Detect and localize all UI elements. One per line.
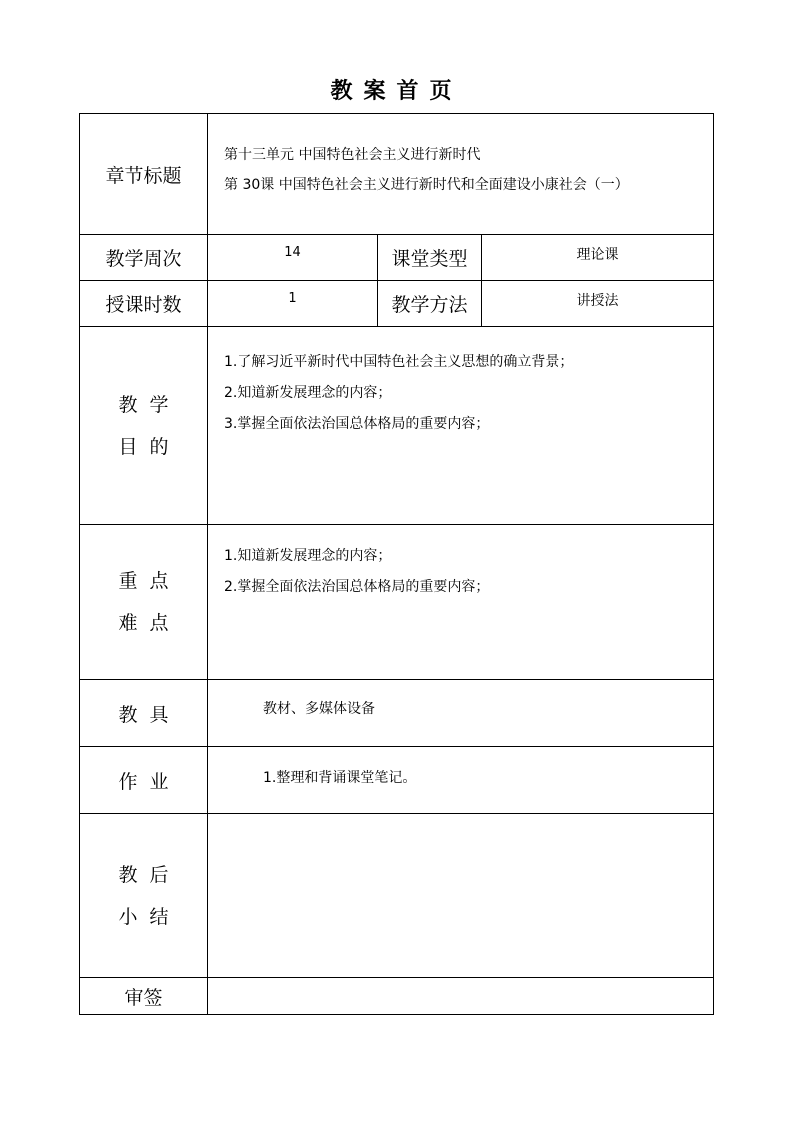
goal-item-3: 3.掌握全面依法治国总体格局的重要内容； — [224, 416, 490, 432]
method-value: 讲授法 — [576, 293, 619, 309]
reflection-row — [80, 814, 714, 978]
page-title: 教案首页 — [330, 79, 463, 104]
review-label-cell — [80, 978, 208, 1015]
homework-content-cell — [208, 747, 714, 814]
class-type-value: 理论课 — [576, 247, 619, 263]
goal-item-2: 2.知道新发展理念的内容； — [224, 385, 392, 401]
review-content-cell[interactable] — [208, 978, 714, 1015]
homework-label-cell — [80, 747, 208, 814]
method-label-cell — [378, 281, 482, 327]
homework-value: 1.整理和背诵课堂笔记。 — [263, 770, 417, 786]
review-label: 审签 — [124, 986, 163, 1009]
key-points-label-line1: 重点 — [118, 570, 181, 592]
week-value: 14 — [284, 245, 301, 260]
goal-item-1: 1.了解习近平新时代中国特色社会主义思想的确立背景； — [224, 354, 574, 370]
tools-label: 教具 — [118, 703, 181, 726]
chapter-row — [80, 114, 714, 235]
hours-label-cell — [80, 281, 208, 327]
week-label-cell — [80, 235, 208, 281]
method-value-cell — [482, 281, 714, 327]
lesson-title: 第 30课 中国特色社会主义进行新时代和全面建设小康社会（一） — [224, 177, 629, 193]
reflection-label-cell — [80, 814, 208, 978]
tools-value: 教材、多媒体设备 — [263, 701, 375, 717]
review-row — [80, 978, 714, 1015]
goals-content-cell — [208, 327, 714, 525]
goals-label-cell — [80, 327, 208, 525]
chapter-content-cell — [208, 114, 714, 235]
class-type-label: 课堂类型 — [391, 248, 468, 270]
hours-label: 授课时数 — [105, 294, 182, 316]
goals-row — [80, 327, 714, 525]
key-point-item-1: 1.知道新发展理念的内容； — [224, 548, 392, 564]
chapter-label: 章节标题 — [105, 164, 182, 187]
tools-row — [80, 680, 714, 747]
key-points-label-line2: 难点 — [118, 612, 181, 634]
reflection-label-line2: 小结 — [118, 905, 181, 928]
reflection-content-cell[interactable] — [208, 814, 714, 978]
method-label: 教学方法 — [391, 294, 468, 316]
week-row — [80, 235, 714, 281]
week-value-cell — [208, 235, 378, 281]
key-points-label-cell — [80, 525, 208, 680]
hours-value-cell — [208, 281, 378, 327]
chapter-label-cell — [80, 114, 208, 235]
tools-content-cell — [208, 680, 714, 747]
class-type-value-cell — [482, 235, 714, 281]
week-label: 教学周次 — [105, 248, 182, 270]
homework-row — [80, 747, 714, 814]
hours-value: 1 — [288, 291, 297, 306]
homework-label: 作业 — [118, 770, 181, 793]
key-points-row — [80, 525, 714, 680]
hours-row — [80, 281, 714, 327]
goals-label-line1: 教学 — [118, 393, 181, 416]
reflection-label-line1: 教后 — [118, 863, 181, 886]
class-type-label-cell — [378, 235, 482, 281]
key-point-item-2: 2.掌握全面依法治国总体格局的重要内容； — [224, 579, 490, 595]
key-points-content-cell — [208, 525, 714, 680]
tools-label-cell — [80, 680, 208, 747]
unit-title: 第十三单元 中国特色社会主义进行新时代 — [224, 147, 481, 163]
lesson-plan-table — [79, 113, 714, 1015]
goals-label-line2: 目的 — [118, 435, 181, 458]
